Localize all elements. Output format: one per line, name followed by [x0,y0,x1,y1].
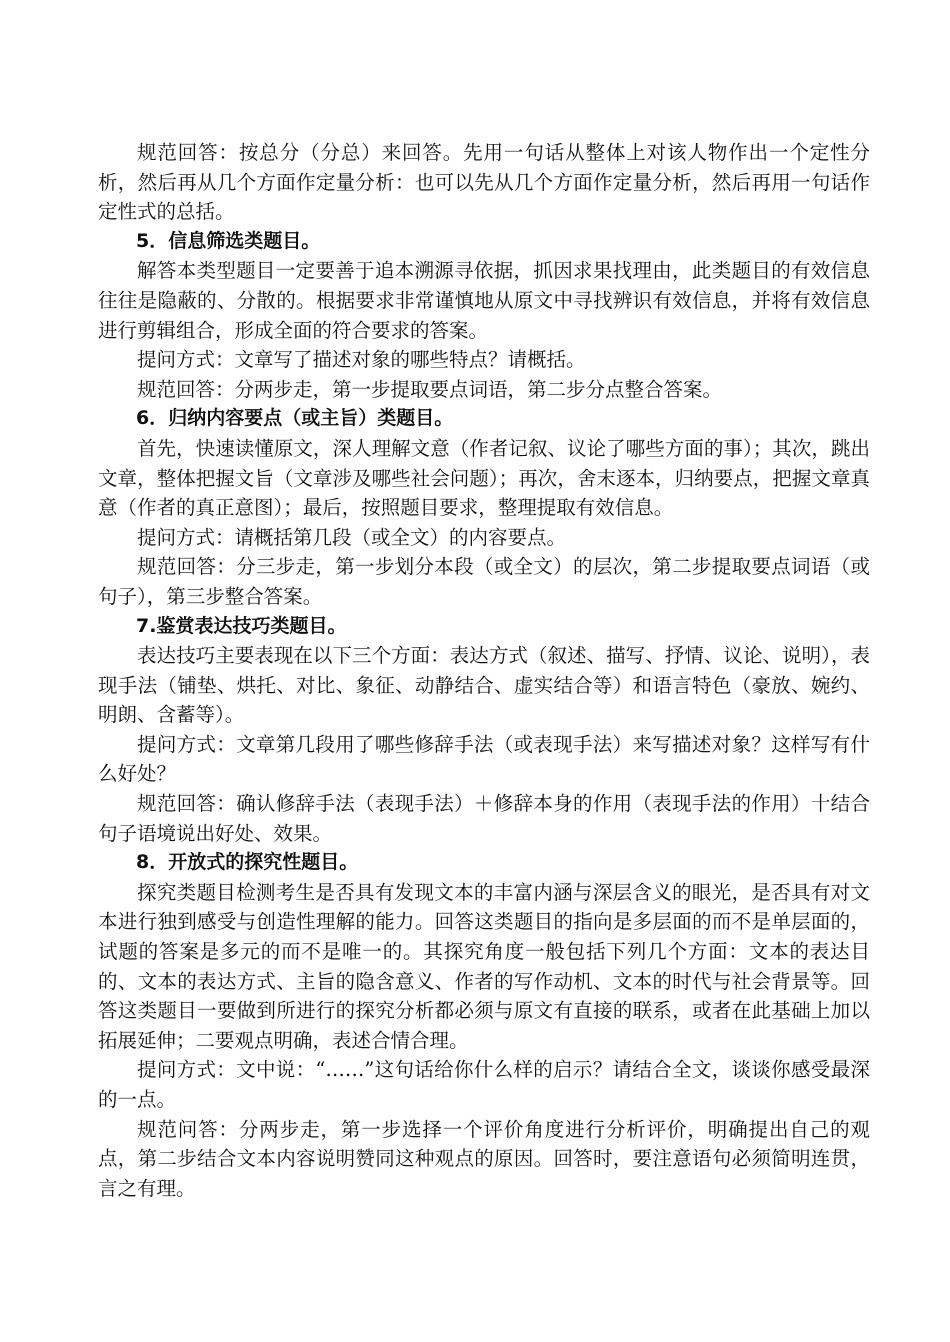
paragraph-section-5-question: 提问方式：文章写了描述对象的哪些特点？请概括。 [137,348,586,372]
paragraph-section-7-intro: 表达技巧主要表现在以下三个方面：表达方式（叙述、描写、抒情、议论、说明），表现手法（铺垫、烘托、对比、象征、动静结合、虚实结合等）和语言特色（豪放、婉约、明朗、含蓄等）。 [98,644,870,727]
paragraph-section-6-answer: 规范回答：分三步走，第一步划分本段（或全文）的层次，第二步提取要点词语（或句子），第三步整合答案。 [98,555,870,608]
paragraph-section-8-answer: 规范问答：分两步走，第一步选择一个评价角度进行分析评价，明确提出自己的观点，第二步结合文本内容说明赞同这种观点的原因。回答时，要注意语句必须简明连贯，言之有理。 [98,1117,870,1200]
paragraph-section-8-intro: 探究类题目检测考生是否具有发现文本的丰富内涵与深层含义的眼光，是否具有对文本进行独到感受与创造性理解的能力。回答这类题目的指向是多层面的而不是单层面的，试题的答案是多元的而不是唯一的。其探究角度一般包括下列几个方面：文本的表达目的、文本的表达方式、主旨的隐含意义、作者的写作动机、文本的时代与社会背景等。回答这类题目一要做到所进行的探究分析都必须与原文有直接的联系，或者在此基础上加以拓展延伸；二要观点明确，表述合情合理。 [98,880,870,1052]
paragraph-section-6-intro: 首先，快速读懂原文，深人理解文意（作者记叙、议论了哪些方面的事）；其次，跳出文章，整体把握文旨（文章涉及哪些社会问题）；再次，舍末逐本，归纳要点，把握文章真意（作者的真正意图）；最后，按照题目要求，整理提取有效信息。 [98,436,870,520]
paragraph-section-8-question: 提问方式：文中说：“……”这句话给你什么样的启示？请结合全文，谈谈你感受最深的一点。 [98,1058,870,1111]
paragraph-answer-format-1: 规范回答：按总分（分总）来回答。先用一句话从整体上对该人物作出一个定性分析，然后再从几个方面作定量分析：也可以先从几个方面作定量分析，然后再用一句话作定性式的总括。 [98,141,870,224]
paragraph-section-7-question: 提问方式：文章第几段用了哪些修辞手法（或表现手法）来写描述对象？这样写有什么好处？ [98,732,870,786]
paragraph-section-5-intro: 解答本类型题目一定要善于追本溯源寻依据，抓因求果找理由，此类题目的有效信息往往是隐蔽的、分散的。根据要求非常谨慎地从原文中寻找辨识有效信息，并将有效信息进行剪辑组合，形成全面的符合要求的答案。 [98,259,870,342]
heading-section-5: 5．信息筛选类题目。 [136,229,321,252]
paragraph-section-5-answer: 规范回答：分两步走，第一步提取要点词语，第二步分点整合答案。 [137,377,723,401]
paragraph-section-6-question: 提问方式：请概括第几段（或全文）的内容要点。 [137,525,567,549]
heading-section-7: 7.鉴赏表达技巧类题目。 [136,614,347,637]
paragraph-section-7-answer: 规范回答：确认修辞手法（表现手法）＋修辞本身的作用（表现手法的作用）十结合句子语境说出好处、效果。 [98,792,870,845]
heading-section-8: 8．开放式的探究性题目。 [136,851,359,874]
heading-section-6: 6．归纳内容要点（或主旨）类题目。 [136,407,454,430]
document-page [98,138,870,1203]
